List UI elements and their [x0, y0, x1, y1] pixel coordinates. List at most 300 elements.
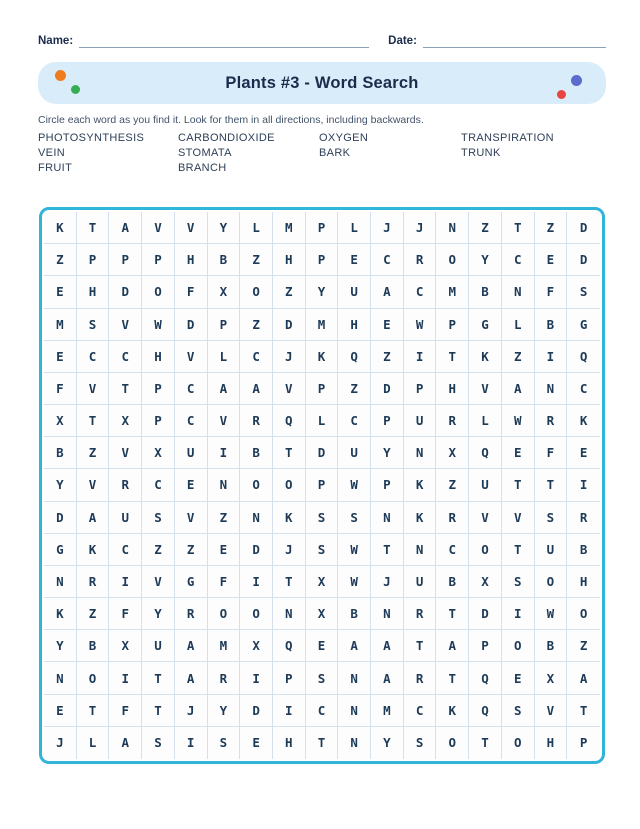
grid-cell[interactable]: K	[77, 534, 110, 566]
grid-cell[interactable]: Q	[567, 341, 600, 373]
grid-cell[interactable]: L	[240, 212, 273, 244]
grid-cell[interactable]: V	[77, 373, 110, 405]
grid-cell[interactable]: P	[404, 373, 437, 405]
grid-cell[interactable]: N	[208, 469, 241, 501]
grid-cell[interactable]: R	[240, 405, 273, 437]
grid-cell[interactable]: G	[175, 566, 208, 598]
grid-cell[interactable]: U	[109, 502, 142, 534]
grid-cell[interactable]: S	[306, 662, 339, 694]
grid-cell[interactable]: W	[338, 534, 371, 566]
grid-cell[interactable]: M	[44, 309, 77, 341]
grid-cell[interactable]: Z	[240, 309, 273, 341]
grid-cell[interactable]: X	[142, 437, 175, 469]
grid-cell[interactable]: O	[77, 662, 110, 694]
grid-cell[interactable]: E	[502, 662, 535, 694]
grid-cell[interactable]: A	[338, 630, 371, 662]
grid-cell[interactable]: O	[567, 598, 600, 630]
grid-cell[interactable]: T	[273, 437, 306, 469]
grid-cell[interactable]: V	[142, 566, 175, 598]
grid-cell[interactable]: J	[273, 341, 306, 373]
grid-cell[interactable]: C	[142, 469, 175, 501]
grid-cell[interactable]: I	[175, 727, 208, 759]
grid-cell[interactable]: S	[142, 502, 175, 534]
grid-cell[interactable]: E	[208, 534, 241, 566]
grid-cell[interactable]: F	[44, 373, 77, 405]
grid-cell[interactable]: Y	[44, 469, 77, 501]
grid-cell[interactable]: O	[142, 276, 175, 308]
grid-cell[interactable]: B	[208, 244, 241, 276]
grid-cell[interactable]: R	[404, 244, 437, 276]
grid-cell[interactable]: O	[502, 727, 535, 759]
grid-cell[interactable]: N	[535, 373, 568, 405]
grid-cell[interactable]: Y	[371, 437, 404, 469]
grid-cell[interactable]: D	[306, 437, 339, 469]
grid-cell[interactable]: F	[175, 276, 208, 308]
grid-cell[interactable]: D	[240, 534, 273, 566]
grid-cell[interactable]: L	[208, 341, 241, 373]
grid-cell[interactable]: O	[273, 469, 306, 501]
grid-cell[interactable]: Z	[175, 534, 208, 566]
grid-cell[interactable]: V	[175, 502, 208, 534]
grid-cell[interactable]: A	[109, 212, 142, 244]
grid-cell[interactable]: T	[567, 695, 600, 727]
grid-cell[interactable]: T	[436, 598, 469, 630]
grid-cell[interactable]: Z	[77, 437, 110, 469]
grid-cell[interactable]: T	[142, 695, 175, 727]
grid-cell[interactable]: C	[109, 534, 142, 566]
grid-cell[interactable]: P	[142, 373, 175, 405]
grid-cell[interactable]: G	[567, 309, 600, 341]
grid-cell[interactable]: U	[142, 630, 175, 662]
grid-cell[interactable]: V	[469, 373, 502, 405]
grid-cell[interactable]: D	[273, 309, 306, 341]
grid-cell[interactable]: Z	[469, 212, 502, 244]
grid-cell[interactable]: R	[404, 662, 437, 694]
grid-cell[interactable]: V	[77, 469, 110, 501]
grid-cell[interactable]: J	[404, 212, 437, 244]
grid-cell[interactable]: C	[371, 244, 404, 276]
grid-cell[interactable]: X	[306, 598, 339, 630]
grid-cell[interactable]: T	[436, 662, 469, 694]
grid-cell[interactable]: T	[502, 469, 535, 501]
grid-cell[interactable]: V	[175, 341, 208, 373]
grid-cell[interactable]: E	[44, 276, 77, 308]
grid-cell[interactable]: P	[371, 405, 404, 437]
grid-cell[interactable]: E	[175, 469, 208, 501]
grid-cell[interactable]: C	[175, 405, 208, 437]
grid-cell[interactable]: M	[436, 276, 469, 308]
grid-cell[interactable]: E	[44, 341, 77, 373]
grid-cell[interactable]: B	[240, 437, 273, 469]
grid-cell[interactable]: A	[371, 662, 404, 694]
grid-cell[interactable]: H	[567, 566, 600, 598]
grid-cell[interactable]: G	[469, 309, 502, 341]
grid-cell[interactable]: D	[175, 309, 208, 341]
letter-grid	[44, 212, 600, 759]
grid-cell[interactable]: P	[208, 309, 241, 341]
grid-cell[interactable]: T	[436, 341, 469, 373]
grid-cell[interactable]: Z	[502, 341, 535, 373]
grid-cell[interactable]: U	[338, 276, 371, 308]
grid-cell[interactable]: I	[109, 566, 142, 598]
grid-cell[interactable]: Q	[469, 695, 502, 727]
grid-cell[interactable]: J	[371, 566, 404, 598]
grid-cell[interactable]: U	[404, 566, 437, 598]
grid-cell[interactable]: U	[338, 437, 371, 469]
grid-cell[interactable]: Q	[469, 662, 502, 694]
grid-cell[interactable]: F	[535, 437, 568, 469]
grid-cell[interactable]: N	[240, 502, 273, 534]
grid-cell[interactable]: P	[77, 244, 110, 276]
grid-cell[interactable]: W	[142, 309, 175, 341]
grid-cell[interactable]: P	[567, 727, 600, 759]
grid-cell[interactable]: H	[436, 373, 469, 405]
grid-cell[interactable]: L	[306, 405, 339, 437]
grid-cell[interactable]: Y	[44, 630, 77, 662]
grid-cell[interactable]: O	[240, 469, 273, 501]
grid-cell[interactable]: U	[535, 534, 568, 566]
grid-cell[interactable]: T	[77, 212, 110, 244]
grid-cell[interactable]: J	[371, 212, 404, 244]
grid-cell[interactable]: O	[208, 598, 241, 630]
grid-cell[interactable]: R	[175, 598, 208, 630]
grid-cell[interactable]: Z	[436, 469, 469, 501]
grid-cell[interactable]: Z	[44, 244, 77, 276]
grid-cell[interactable]: Z	[77, 598, 110, 630]
grid-cell[interactable]: W	[404, 309, 437, 341]
grid-cell[interactable]: W	[338, 566, 371, 598]
grid-cell[interactable]: F	[535, 276, 568, 308]
grid-cell[interactable]: S	[404, 727, 437, 759]
grid-cell[interactable]: C	[567, 373, 600, 405]
grid-cell[interactable]: C	[109, 341, 142, 373]
grid-cell[interactable]: N	[436, 212, 469, 244]
grid-cell[interactable]: E	[306, 630, 339, 662]
grid-cell[interactable]: O	[469, 534, 502, 566]
grid-cell[interactable]: M	[306, 309, 339, 341]
grid-cell[interactable]: D	[567, 244, 600, 276]
grid-cell[interactable]: T	[273, 566, 306, 598]
grid-cell[interactable]: V	[208, 405, 241, 437]
grid-cell[interactable]: K	[436, 695, 469, 727]
grid-cell[interactable]: W	[502, 405, 535, 437]
grid-cell[interactable]: U	[404, 405, 437, 437]
grid-cell[interactable]: N	[338, 662, 371, 694]
date-input-line[interactable]	[423, 33, 606, 48]
grid-cell[interactable]: R	[535, 405, 568, 437]
grid-cell[interactable]: E	[240, 727, 273, 759]
grid-cell[interactable]: P	[306, 212, 339, 244]
grid-cell[interactable]: P	[436, 309, 469, 341]
grid-cell[interactable]: Z	[338, 373, 371, 405]
grid-cell[interactable]: Z	[567, 630, 600, 662]
grid-cell[interactable]: A	[371, 630, 404, 662]
grid-cell[interactable]: S	[567, 276, 600, 308]
grid-cell[interactable]: X	[535, 662, 568, 694]
word-search-grid	[39, 207, 605, 764]
red-dot-icon	[557, 90, 566, 99]
grid-cell[interactable]: V	[142, 212, 175, 244]
grid-cell[interactable]: C	[175, 373, 208, 405]
grid-cell[interactable]: V	[469, 502, 502, 534]
grid-cell[interactable]: Z	[142, 534, 175, 566]
grid-cell[interactable]: A	[109, 727, 142, 759]
grid-cell[interactable]: R	[436, 502, 469, 534]
grid-cell[interactable]: N	[273, 598, 306, 630]
grid-cell[interactable]: A	[436, 630, 469, 662]
grid-cell[interactable]: N	[371, 502, 404, 534]
grid-cell[interactable]: I	[535, 341, 568, 373]
grid-cell[interactable]: N	[338, 695, 371, 727]
grid-cell[interactable]: W	[535, 598, 568, 630]
grid-cell[interactable]: D	[371, 373, 404, 405]
grid-cell[interactable]: N	[44, 662, 77, 694]
grid-cell[interactable]: C	[502, 244, 535, 276]
grid-cell[interactable]: I	[240, 566, 273, 598]
grid-cell[interactable]: B	[44, 437, 77, 469]
grid-cell[interactable]: Y	[371, 727, 404, 759]
grid-cell[interactable]: H	[142, 341, 175, 373]
grid-cell[interactable]: I	[567, 469, 600, 501]
grid-cell[interactable]: M	[273, 212, 306, 244]
grid-cell[interactable]: Z	[240, 244, 273, 276]
grid-cell[interactable]: X	[306, 566, 339, 598]
grid-cell[interactable]: Y	[208, 212, 241, 244]
grid-cell[interactable]: F	[208, 566, 241, 598]
grid-cell[interactable]: V	[109, 437, 142, 469]
grid-cell[interactable]: I	[404, 341, 437, 373]
grid-cell[interactable]: X	[208, 276, 241, 308]
grid-cell[interactable]: T	[404, 630, 437, 662]
grid-cell[interactable]: O	[240, 598, 273, 630]
grid-cell[interactable]: Y	[208, 695, 241, 727]
grid-cell[interactable]: N	[404, 534, 437, 566]
grid-cell[interactable]: P	[142, 244, 175, 276]
grid-cell[interactable]: L	[502, 309, 535, 341]
grid-cell[interactable]: T	[306, 727, 339, 759]
grid-cell[interactable]: I	[109, 662, 142, 694]
grid-cell[interactable]: C	[306, 695, 339, 727]
grid-cell[interactable]: X	[469, 566, 502, 598]
grid-cell[interactable]: D	[44, 502, 77, 534]
grid-cell[interactable]: D	[567, 212, 600, 244]
grid-cell[interactable]: X	[109, 630, 142, 662]
grid-cell[interactable]: U	[469, 469, 502, 501]
grid-cell[interactable]: Y	[306, 276, 339, 308]
grid-cell[interactable]: B	[535, 309, 568, 341]
grid-cell[interactable]: S	[535, 502, 568, 534]
grid-cell[interactable]: S	[502, 566, 535, 598]
grid-cell[interactable]: T	[502, 212, 535, 244]
grid-cell[interactable]: B	[338, 598, 371, 630]
grid-cell[interactable]: I	[240, 662, 273, 694]
grid-cell[interactable]: H	[338, 309, 371, 341]
grid-cell[interactable]: B	[535, 630, 568, 662]
grid-cell[interactable]: C	[404, 695, 437, 727]
grid-cell[interactable]: N	[371, 598, 404, 630]
grid-cell[interactable]: A	[175, 630, 208, 662]
grid-cell[interactable]: S	[338, 502, 371, 534]
grid-cell[interactable]: Z	[208, 502, 241, 534]
grid-cell[interactable]: Z	[535, 212, 568, 244]
grid-cell[interactable]: C	[404, 276, 437, 308]
grid-cell[interactable]: F	[109, 598, 142, 630]
grid-cell[interactable]: P	[306, 373, 339, 405]
grid-cell[interactable]: Y	[469, 244, 502, 276]
name-input-line[interactable]	[79, 33, 369, 48]
grid-cell[interactable]: B	[567, 534, 600, 566]
header-fields	[38, 33, 606, 48]
grid-cell[interactable]: J	[175, 695, 208, 727]
grid-cell[interactable]: T	[77, 405, 110, 437]
word-item: FRUIT	[38, 162, 73, 175]
grid-cell[interactable]: X	[436, 437, 469, 469]
grid-cell[interactable]: M	[208, 630, 241, 662]
grid-cell[interactable]: A	[502, 373, 535, 405]
grid-cell[interactable]: K	[306, 341, 339, 373]
grid-cell[interactable]: K	[404, 469, 437, 501]
grid-cell[interactable]: P	[142, 405, 175, 437]
grid-cell[interactable]: K	[567, 405, 600, 437]
grid-cell[interactable]: K	[404, 502, 437, 534]
grid-cell[interactable]: P	[306, 244, 339, 276]
grid-cell[interactable]: J	[273, 534, 306, 566]
grid-cell[interactable]: M	[371, 695, 404, 727]
grid-cell[interactable]: C	[240, 341, 273, 373]
grid-cell[interactable]: A	[208, 373, 241, 405]
grid-cell[interactable]: X	[240, 630, 273, 662]
grid-cell[interactable]: O	[436, 727, 469, 759]
grid-cell[interactable]: N	[338, 727, 371, 759]
grid-cell[interactable]: D	[109, 276, 142, 308]
grid-cell[interactable]: H	[273, 244, 306, 276]
grid-cell[interactable]: H	[273, 727, 306, 759]
grid-cell[interactable]: T	[371, 534, 404, 566]
grid-cell[interactable]: I	[208, 437, 241, 469]
grid-cell[interactable]: S	[502, 695, 535, 727]
grid-cell[interactable]: C	[77, 341, 110, 373]
grid-cell[interactable]: T	[109, 373, 142, 405]
grid-cell[interactable]: S	[142, 727, 175, 759]
grid-cell[interactable]: S	[306, 534, 339, 566]
grid-cell[interactable]: V	[502, 502, 535, 534]
grid-cell[interactable]: V	[535, 695, 568, 727]
grid-cell[interactable]: P	[273, 662, 306, 694]
grid-cell[interactable]: E	[338, 244, 371, 276]
grid-cell[interactable]: S	[208, 727, 241, 759]
grid-cell[interactable]: A	[240, 373, 273, 405]
grid-cell[interactable]: J	[44, 727, 77, 759]
word-item: VEIN	[38, 147, 66, 160]
grid-cell[interactable]: V	[273, 373, 306, 405]
grid-cell[interactable]: R	[109, 469, 142, 501]
grid-cell[interactable]: W	[338, 469, 371, 501]
grid-cell[interactable]: A	[77, 502, 110, 534]
grid-cell[interactable]: C	[436, 534, 469, 566]
grid-cell[interactable]: B	[77, 630, 110, 662]
grid-cell[interactable]: K	[273, 502, 306, 534]
grid-cell[interactable]: E	[44, 695, 77, 727]
grid-cell[interactable]: E	[371, 309, 404, 341]
grid-cell[interactable]: N	[44, 566, 77, 598]
grid-cell[interactable]: Z	[371, 341, 404, 373]
grid-cell[interactable]: N	[502, 276, 535, 308]
grid-cell[interactable]: H	[77, 276, 110, 308]
grid-cell[interactable]: Q	[273, 405, 306, 437]
grid-cell[interactable]: R	[436, 405, 469, 437]
grid-cell[interactable]: P	[109, 244, 142, 276]
grid-cell[interactable]: K	[469, 341, 502, 373]
grid-cell[interactable]: P	[469, 630, 502, 662]
grid-cell[interactable]: T	[77, 695, 110, 727]
grid-cell[interactable]: E	[535, 244, 568, 276]
grid-cell[interactable]: Z	[273, 276, 306, 308]
grid-cell[interactable]: N	[404, 437, 437, 469]
grid-cell[interactable]: H	[175, 244, 208, 276]
grid-cell[interactable]: O	[502, 630, 535, 662]
grid-cell[interactable]: X	[109, 405, 142, 437]
grid-cell[interactable]: D	[469, 598, 502, 630]
grid-cell[interactable]: U	[175, 437, 208, 469]
grid-cell[interactable]: P	[371, 469, 404, 501]
grid-cell[interactable]: X	[44, 405, 77, 437]
grid-cell[interactable]: Y	[142, 598, 175, 630]
grid-cell[interactable]: F	[109, 695, 142, 727]
grid-cell[interactable]: V	[109, 309, 142, 341]
grid-cell[interactable]: D	[240, 695, 273, 727]
grid-cell[interactable]: T	[142, 662, 175, 694]
grid-cell[interactable]: R	[404, 598, 437, 630]
grid-cell[interactable]: E	[502, 437, 535, 469]
grid-cell[interactable]: R	[567, 502, 600, 534]
grid-cell[interactable]: L	[469, 405, 502, 437]
grid-cell[interactable]: V	[175, 212, 208, 244]
grid-cell[interactable]: T	[469, 727, 502, 759]
grid-cell[interactable]: R	[208, 662, 241, 694]
grid-cell[interactable]: T	[502, 534, 535, 566]
grid-cell[interactable]: S	[77, 309, 110, 341]
grid-cell[interactable]: A	[175, 662, 208, 694]
grid-cell[interactable]: O	[535, 566, 568, 598]
grid-cell[interactable]: I	[502, 598, 535, 630]
grid-cell[interactable]: L	[338, 212, 371, 244]
grid-cell[interactable]: Q	[469, 437, 502, 469]
grid-cell[interactable]: E	[567, 437, 600, 469]
grid-cell[interactable]: A	[371, 276, 404, 308]
grid-cell[interactable]: S	[306, 502, 339, 534]
grid-cell[interactable]: B	[469, 276, 502, 308]
grid-cell[interactable]: C	[338, 405, 371, 437]
grid-cell[interactable]: G	[44, 534, 77, 566]
grid-cell[interactable]: I	[273, 695, 306, 727]
grid-cell[interactable]: H	[535, 727, 568, 759]
grid-cell[interactable]: T	[535, 469, 568, 501]
word-item: BARK	[319, 147, 351, 160]
word-column-1	[38, 131, 178, 177]
grid-cell[interactable]: K	[44, 598, 77, 630]
grid-cell[interactable]: K	[44, 212, 77, 244]
grid-cell[interactable]: O	[240, 276, 273, 308]
grid-cell[interactable]: O	[436, 244, 469, 276]
grid-cell[interactable]: A	[567, 662, 600, 694]
grid-cell[interactable]: Q	[338, 341, 371, 373]
grid-cell[interactable]: B	[436, 566, 469, 598]
word-column-2	[178, 131, 319, 177]
grid-cell[interactable]: Q	[273, 630, 306, 662]
grid-cell[interactable]: R	[77, 566, 110, 598]
grid-cell[interactable]: L	[77, 727, 110, 759]
grid-cell[interactable]: P	[306, 469, 339, 501]
